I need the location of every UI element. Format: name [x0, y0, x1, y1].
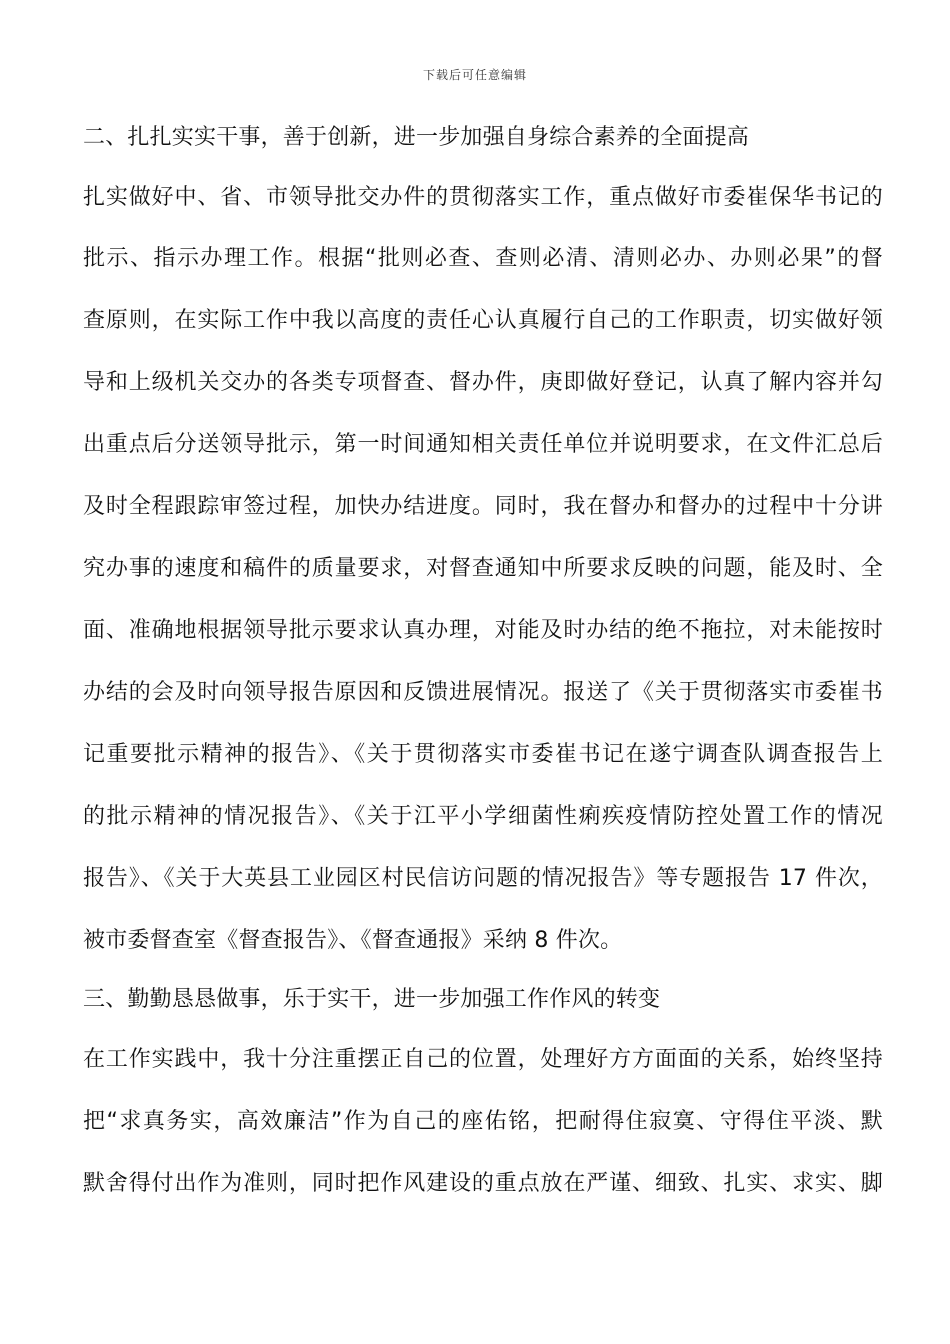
paragraph-line: 把“求真务实，高效廉洁”作为自己的座佑铭，把耐得住寂寞、守得住平淡、默: [83, 1109, 883, 1134]
page-header-note: 下载后可任意编辑: [422, 68, 527, 82]
paragraph-line: 导和上级机关交办的各类专项督查、督办件，庚即做好登记，认真了解内容并勾: [83, 370, 883, 395]
paragraph-line: 出重点后分送领导批示，第一时间通知相关责任单位并说明要求，在文件汇总后: [83, 432, 883, 457]
paragraph-line: 在工作实践中，我十分注重摆正自己的位置，处理好方方面面的关系，始终坚持: [83, 1047, 883, 1072]
paragraph-line: 查原则，在实际工作中我以高度的责任心认真履行自己的工作职责，切实做好领: [83, 308, 883, 333]
paragraph-line: 默舍得付出作为准则，同时把作风建设的重点放在严谨、细致、扎实、求实、脚: [83, 1171, 883, 1196]
section-heading-3: 三、勤勤恳恳做事，乐于实干，进一步加强工作作风的转变: [83, 987, 661, 1012]
paragraph-line: 究办事的速度和稿件的质量要求，对督查通知中所要求反映的问题，能及时、全: [83, 556, 883, 581]
paragraph-line: 批示、指示办理工作。根据“批则必查、查则必清、清则必办、办则必果”的督: [83, 246, 883, 271]
section-heading-2: 二、扎扎实实干事，善于创新，进一步加强自身综合素养的全面提高: [83, 125, 750, 150]
paragraph-line: 记重要批示精神的报告》、《关于贯彻落实市委崔书记在遂宁调查队调查报告上: [83, 742, 883, 767]
paragraph-line: 面、准确地根据领导批示要求认真办理，对能及时办结的绝不拖拉，对未能按时: [83, 618, 883, 643]
paragraph-line: 办结的会及时向领导报告原因和反馈进展情况。报送了《关于贯彻落实市委崔书: [83, 680, 883, 705]
paragraph-line: 及时全程跟踪审签过程，加快办结进度。同时，我在督办和督办的过程中十分讲: [83, 494, 883, 519]
paragraph-line: 的批示精神的情况报告》、《关于江平小学细菌性痢疾疫情防控处置工作的情况: [83, 804, 883, 829]
paragraph-line: 被市委督查室《督查报告》、《督查通报》采纳 8 件次。: [83, 928, 623, 953]
paragraph-line: 扎实做好中、省、市领导批交办件的贯彻落实工作，重点做好市委崔保华书记的: [83, 185, 883, 210]
paragraph-line: 报告》、《关于大英县工业园区村民信访问题的情况报告》等专题报告 17 件次，: [83, 866, 883, 891]
